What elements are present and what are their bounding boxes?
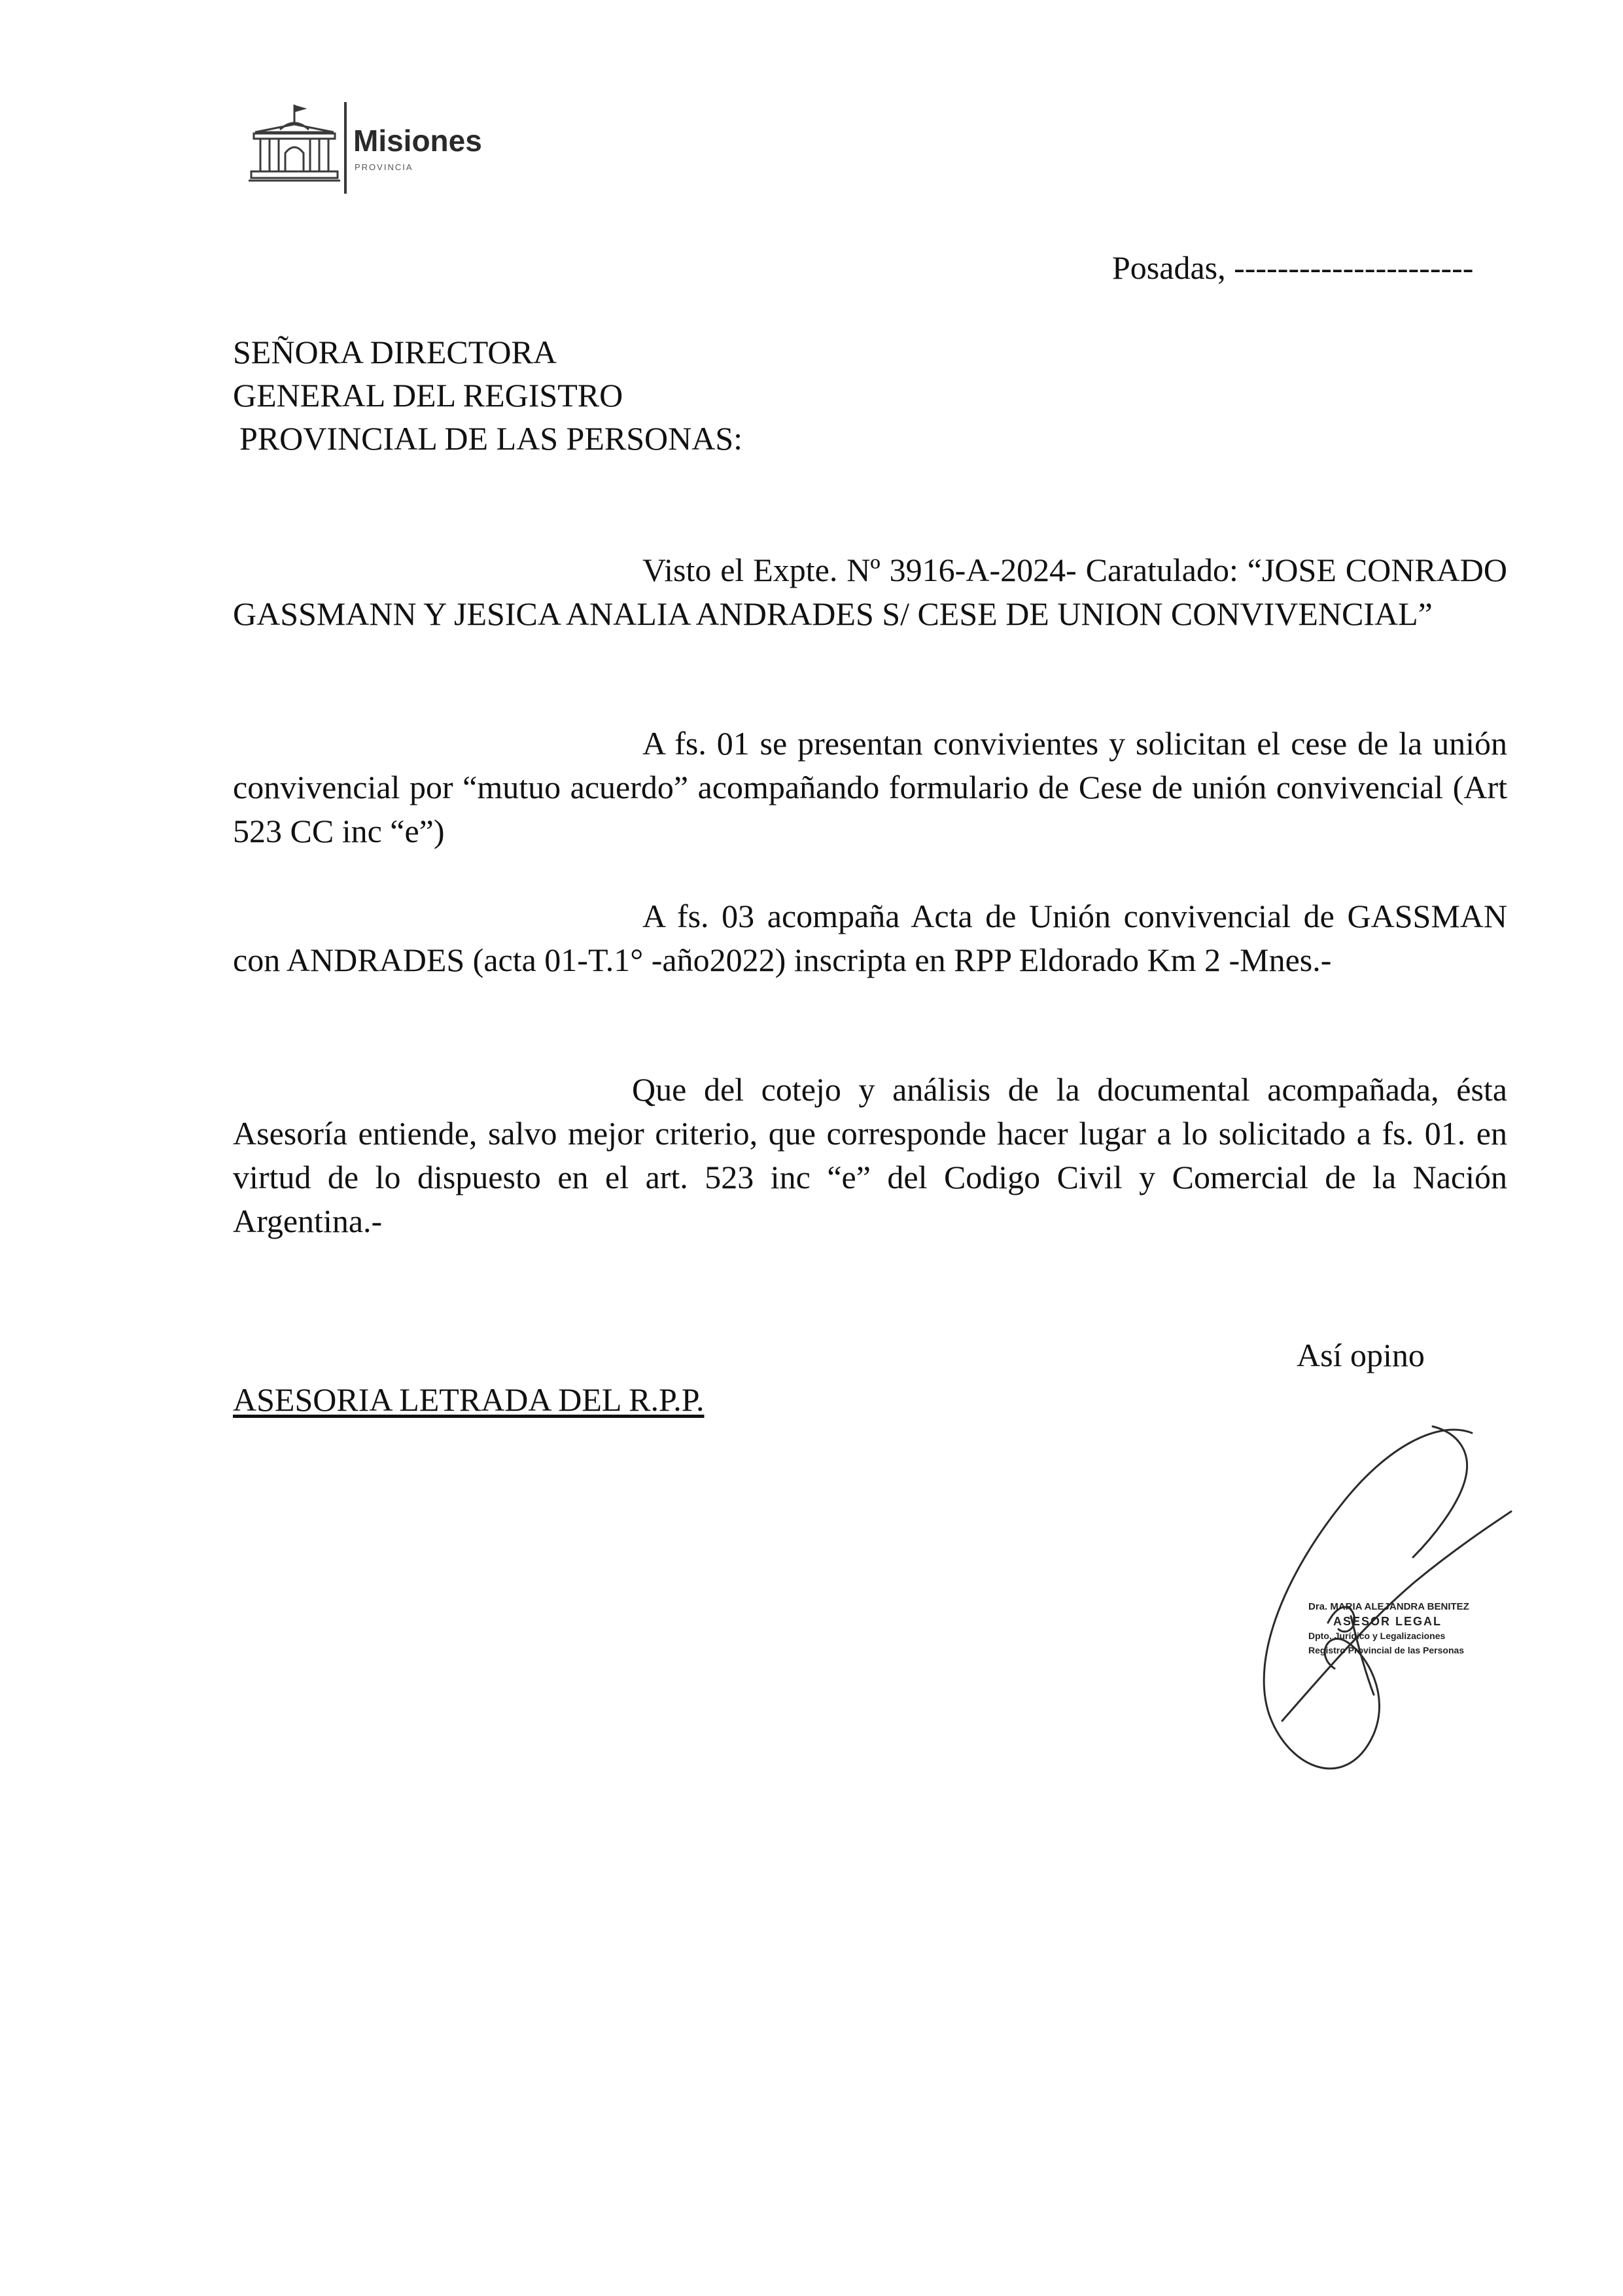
addressee-line: PROVINCIAL DE LAS PERSONAS: bbox=[239, 420, 743, 457]
stamp-title: ASESOR LEGAL bbox=[1333, 1615, 1442, 1628]
body-paragraph: A fs. 01 se presentan convivientes y solicitan el cese de la unión convivencial por “mutuo acuerdo” acompañando formulario de Cese de unión convivencial (Art 523 CC inc “e”) bbox=[233, 725, 1507, 849]
signing-office: ASESORIA LETRADA DEL R.P.P. bbox=[233, 1381, 705, 1418]
stamp-department: Dpto. Jurídico y Legalizaciones bbox=[1308, 1631, 1446, 1641]
body-paragraph: A fs. 03 acompaña Acta de Unión convivencial de GASSMAN con ANDRADES (acta 01-T.1° -año2022) inscripta en RPP Eldorado Km 2 -Mnes.- bbox=[233, 898, 1507, 978]
stamp-institution: Registro Provincial de las Personas bbox=[1308, 1645, 1465, 1655]
addressee-line: SEÑORA DIRECTORA bbox=[233, 334, 557, 370]
logo-wordmark: Misiones bbox=[353, 124, 482, 158]
body-paragraph: Que del cotejo y análisis de la documental acompañada, ésta Asesoría entiende, salvo mejor criterio, que corresponde hacer lugar a lo solicitado a fs. 01. en virtud de lo dispuesto en el art. 523 inc “e” del Codigo Civil y Comercial de la Nación Argentina.- bbox=[233, 1071, 1507, 1239]
place-date-line: Posadas, ---------------------- bbox=[1112, 249, 1474, 286]
body-paragraph: Visto el Expte. Nº 3916-A-2024- Caratulado: “JOSE CONRADO GASSMANN Y JESICA ANALIA ANDRADES S/ CESE DE UNION CONVIVENCIAL” bbox=[233, 552, 1507, 632]
addressee-block bbox=[233, 330, 742, 460]
stamp-name: Dra. MARIA ALEJANDRA BENITEZ bbox=[1308, 1601, 1469, 1612]
province-logo bbox=[242, 98, 517, 196]
signature-and-stamp bbox=[1217, 1407, 1518, 1799]
addressee-line: GENERAL DEL REGISTRO bbox=[233, 377, 623, 414]
official-stamp bbox=[1308, 1600, 1524, 1657]
government-building-icon bbox=[242, 98, 347, 196]
closing-statement: Así opino bbox=[1297, 1337, 1425, 1373]
logo-subtitle: PROVINCIA bbox=[355, 162, 413, 172]
